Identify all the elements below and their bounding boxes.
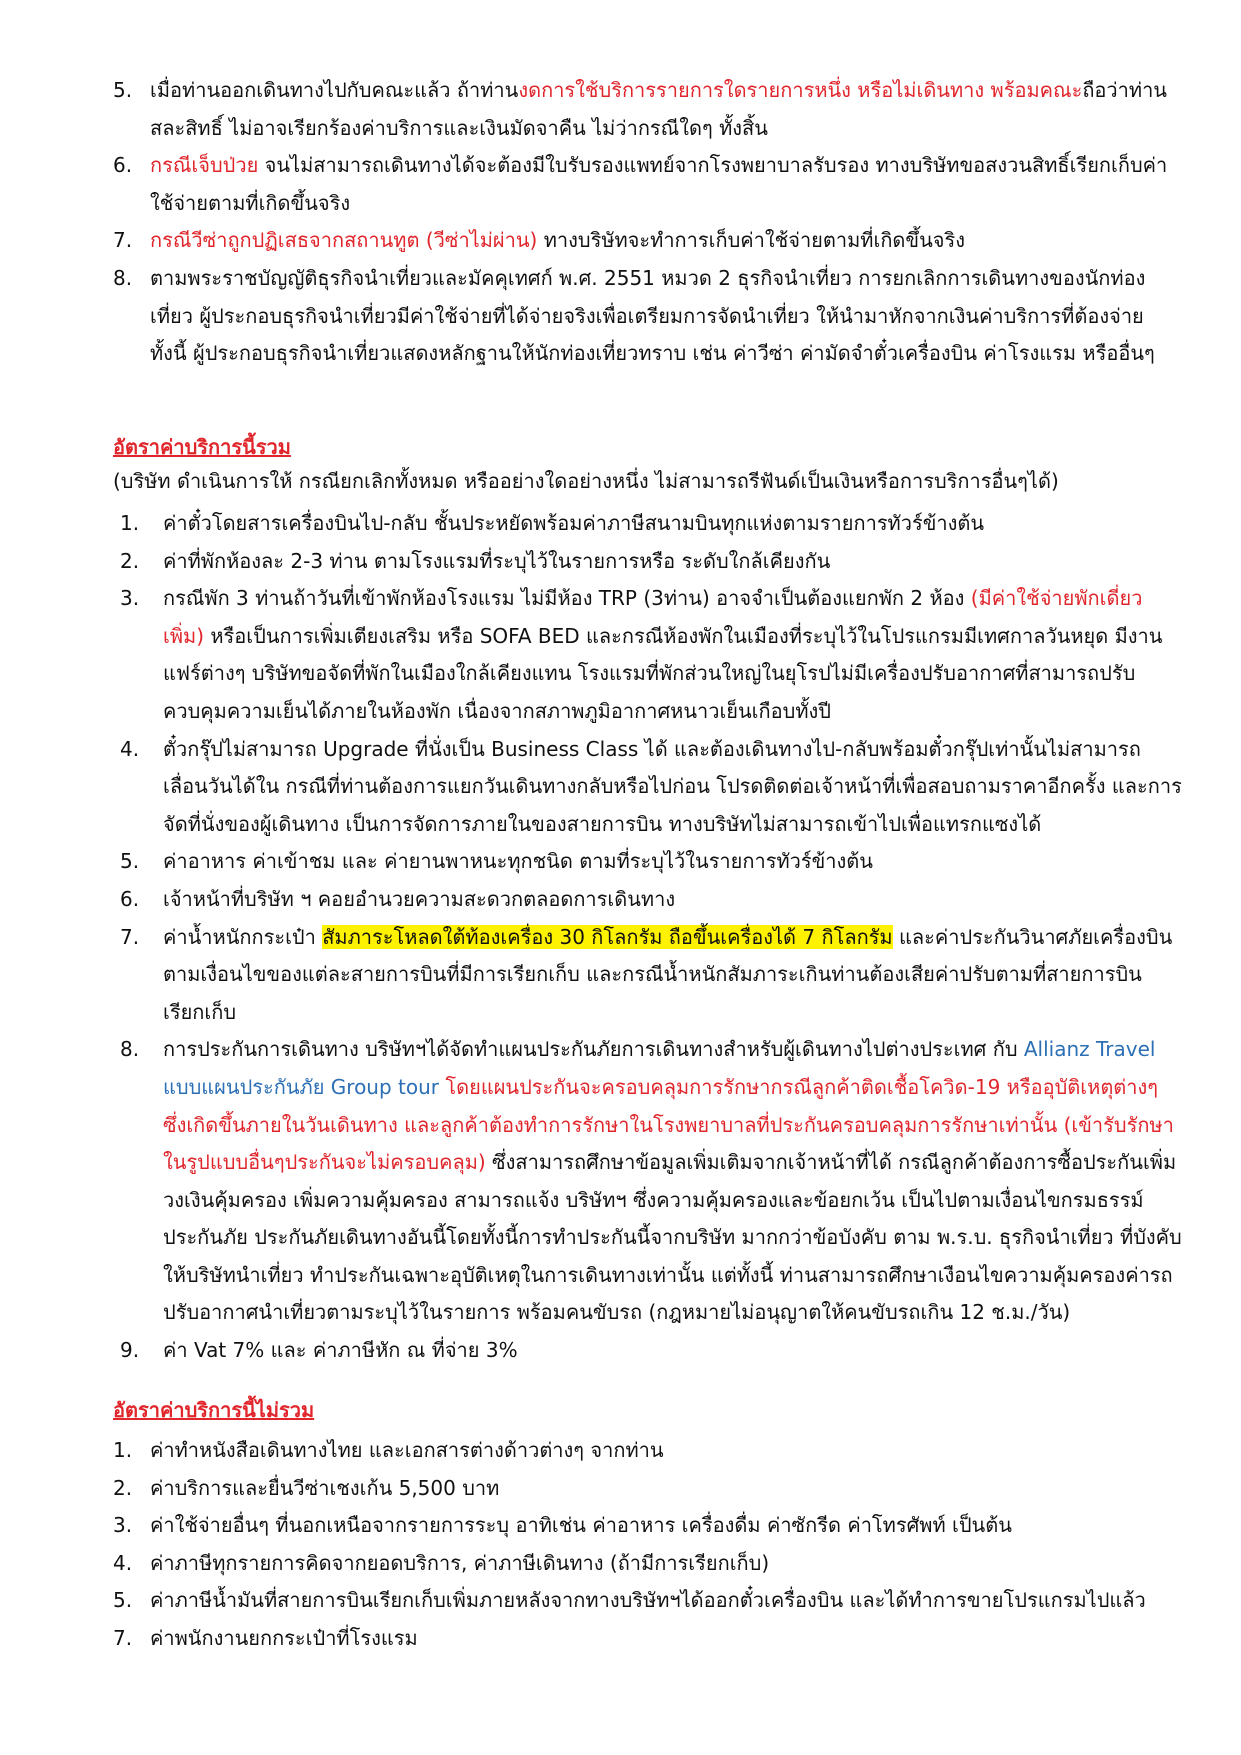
item-number: 6. (120, 886, 140, 911)
text-segment: ค่าทำหนังสือเดินทางไทย และเอกสารต่างด้าวต่างๆ จากท่าน (150, 1438, 664, 1462)
item-text (150, 1476, 499, 1500)
excluded-item (113, 1432, 1173, 1470)
excluded-item (113, 1470, 1173, 1508)
red-text: โดยแผนประกันจะครอบคลุมการรักษากรณีลูกค้าติดเชื้อโควิด-19 หรืออุบัติเหตุต่างๆ ซึ่งเกิดขึ้นภายในวันเดินทาง และลูกค้าต้องทำการรักษาในโรงพยาบาลที่ประกันครอบคลุมการรักษาเท่านั้น (เข้ารับรักษาในรูปแบบอื่นๆประกันจะไม่ครอบคลุม) (163, 1074, 1174, 1175)
item-text (150, 78, 1167, 140)
included-item (113, 1031, 1183, 1332)
text-segment: ค่าน้ำหนักกระเป๋า (163, 924, 323, 949)
included-item (113, 1332, 1183, 1370)
text-segment: การประกันการเดินทาง บริษัทฯได้จัดทำแผนประกันภัยการเดินทางสำหรับผู้เดินทางไปต่างประเทศ กับ (163, 1037, 1024, 1062)
item-number: 2. (113, 1475, 133, 1500)
text-segment: และค่าประกันวินาศภัยเครื่องบินตามเงื่อนไขของแต่ละสายการบินที่มีการเรียกเก็บ และกรณีน้ำหนักสัมภาระเกินท่านต้องเสียค่าปรับตามที่สายการบินเรียกเก็บ (163, 924, 1173, 1024)
item-text (163, 887, 675, 911)
text-segment: หรือเป็นการเพิ่มเตียงเสริม หรือ SOFA BED และกรณีห้องพักในเมืองที่ระบุไว้ในโปรแกรมมีเทศกาลวันหยุด มีงานแฟร์ต่างๆ บริษัทขอจัดที่พักในเมืองใกล้เคียงแทน โรงแรมที่พักส่วนใหญ่ในยุโรปไม่มีเครื่องปรับอากาศที่สามารถปรับควบคุมความเย็นได้ภายในห้องพัก เนื่องจากสภาพภูมิอากาศหนาวเย็นเกือบทั้งปี (163, 623, 1163, 723)
item-number: 6. (113, 153, 133, 178)
text-segment: ค่าที่พักห้องละ 2-3 ท่าน ตามโรงแรมที่ระบุไว้ในรายการหรือ ระดับใกล้เคียงกัน (163, 548, 831, 573)
text-segment: ค่าภาษีทุกรายการคิดจากยอดบริการ, ค่าภาษีเดินทาง (ถ้ามีการเรียกเก็บ) (150, 1550, 770, 1575)
highlighted-text: สัมภาระโหลดใต้ท้องเครื่อง 30 กิโลกรัม ถือขึ้นเครื่องได้ 7 กิโลกรัม (322, 924, 893, 949)
item-text (150, 266, 1155, 365)
item-text (150, 1438, 664, 1462)
item-number: 4. (120, 736, 140, 761)
included-list (113, 505, 1183, 1370)
included-heading: อัตราค่าบริการนี้รวม (113, 435, 291, 459)
condition-item (113, 72, 1173, 147)
text-segment: ค่าใช้จ่ายอื่นๆ ที่นอกเหนือจากรายการระบุ อาทิเช่น ค่าอาหาร เครื่องดื่ม ค่าซักรีด ค่าโทรศัพท์ เป็นต้น (150, 1513, 1012, 1538)
excluded-item (113, 1545, 1173, 1583)
item-text (150, 228, 965, 252)
item-text (163, 586, 1162, 723)
item-number: 9. (120, 1338, 140, 1363)
text-segment: เมื่อท่านออกเดินทางไปกับคณะแล้ว ถ้าท่าน (150, 78, 519, 102)
blue-text: Allianz Travel แบบแผนประกันภัย Group tour (163, 1037, 1156, 1099)
excluded-item (113, 1620, 1173, 1658)
included-item (113, 843, 1183, 881)
text-segment: ตั๋วกรุ๊ปไม่สามารถ Upgrade ที่นั่งเป็น Business Class ได้ และต้องเดินทางไป-กลับพร้อมตั๋วกรุ๊ปเท่านั้นไม่สามารถเลื่อนวันได้ใน กรณีที่ท่านต้องการแยกวันเดินทางกลับหรือไปก่อน โปรดติดต่อเจ้าหน้าที่เพื่อสอบถามราคาอีกครั้ง และการจัดที่นั่งของผู้เดินทาง เป็นการจัดการภายในของสายการบิน ทางบริษัทไม่สามารถเข้าไปเพื่อแทรกแซงได้ (163, 736, 1182, 836)
included-note: (บริษัท ดำเนินการให้ กรณียกเลิกทั้งหมด หรืออย่างใดอย่างหนึ่ง ไม่สามารถรีฟันด์เป็นเงินหรือการบริการอื่นๆได้) (113, 469, 1059, 493)
item-number: 8. (120, 1037, 140, 1062)
item-text (163, 549, 830, 573)
text-segment: ถือว่าท่านสละสิทธิ์ ไม่อาจเรียกร้องค่าบริการและเงินมัดจาคืน ไม่ว่ากรณีใดๆ ทั้งสิ้น (150, 78, 1167, 140)
item-text (150, 1588, 1146, 1612)
condition-item (113, 147, 1173, 222)
text-segment: ตามพระราชบัญญัติธุรกิจนำเที่ยวและมัคคุเทศก์ พ.ศ. 2551 หมวด 2 ธุรกิจนำเที่ยว การยกเลิกการเดินทางของนักท่องเที่ยว ผู้ประกอบธุรกิจนำเที่ยวมีค่าใช้จ่ายที่ได้จ่ายจริงเพื่อเตรียมการจัดนำเที่ยว ให้นำมาหักจากเงินค่าบริการที่ต้องจ่าย ทั้งนี้ ผู้ประกอบธุรกิจนำเที่ยวแสดงหลักฐานให้นักท่องเที่ยวทราบ เช่น ค่าวีซ่า ค่ามัดจำตั๋วเครื่องบิน ค่าโรงแรม หรืออื่นๆ (150, 265, 1155, 366)
item-number: 5. (113, 78, 133, 102)
item-number: 3. (120, 586, 140, 611)
item-text (163, 925, 1172, 1024)
included-item (113, 580, 1183, 730)
red-text: งดการใช้บริการรายการใดรายการหนึ่ง หรือไม่เดินทาง พร้อมคณะ (518, 78, 1083, 102)
included-item (113, 543, 1183, 581)
item-number: 8. (113, 265, 133, 290)
item-text (150, 1513, 1012, 1537)
red-text: (มีค่าใช้จ่ายพักเดี่ยวเพิ่ม) (163, 586, 1143, 648)
item-number: 1. (120, 511, 140, 535)
item-number: 3. (113, 1513, 133, 1538)
text-segment: ค่า Vat 7% และ ค่าภาษีหัก ณ ที่จ่าย 3% (163, 1338, 518, 1363)
item-text (150, 1551, 769, 1575)
cancellation-conditions-list (113, 72, 1173, 373)
included-item (113, 919, 1183, 1032)
condition-item (113, 260, 1173, 373)
text-segment: กรณีพัก 3 ท่านถ้าวันที่เข้าพักห้องโรงแรม ไม่มีห้อง TRP (3ท่าน) อาจจำเป็นต้องแยกพัก 2 ห้อง (163, 586, 971, 611)
excluded-heading: อัตราค่าบริการนี้ไม่รวม (113, 1398, 315, 1422)
excluded-list (113, 1432, 1173, 1658)
condition-item (113, 222, 1173, 260)
item-number: 7. (113, 1625, 133, 1650)
excluded-item (113, 1507, 1173, 1545)
red-text: กรณีวีซ่าถูกปฏิเสธจากสถานทูต (วีซ่าไม่ผ่าน) (150, 228, 538, 253)
item-text (163, 1338, 518, 1362)
text-segment: ค่าภาษีน้ำมันที่สายการบินเรียกเก็บเพิ่มภายหลังจากทางบริษัทฯได้ออกตั๋วเครื่องบิน และได้ทำการขายโปรแกรมไปแล้ว (150, 1588, 1146, 1613)
item-number: 2. (120, 548, 140, 573)
included-item (113, 881, 1183, 919)
included-item (113, 505, 1183, 543)
item-text (163, 1037, 1182, 1324)
included-item (113, 731, 1183, 844)
item-number: 4. (113, 1550, 133, 1575)
text-segment: ทางบริษัทจะทำการเก็บค่าใช้จ่ายตามที่เกิดขึ้นจริง (537, 228, 965, 253)
text-segment: ค่าตั๋วโดยสารเครื่องบินไป-กลับ ชั้นประหยัดพร้อมค่าภาษีสนามบินทุกแห่งตามรายการทัวร์ข้างต้น (163, 511, 985, 535)
text-segment: ซึ่งสามารถศึกษาข้อมูลเพิ่มเติมจากเจ้าหน้าที่ได้ กรณีลูกค้าต้องการซื้อประกันเพิ่มวงเงินคุ้มครอง เพิ่มความคุ้มครอง สามารถแจ้ง บริษัทฯ ซึ่งความคุ้มครองและข้อยกเว้น เป็นไปตามเงื่อนไขกรมธรรม์ประกันภัย ประกันภัยเดินทางอันนี้โดยทั้งนี้การทำประกันนี้จากบริษัท มากกว่าข้อบังคับ ตาม พ.ร.บ. ธุรกิจนำเที่ยว ที่บังคับให้บริษัทนำเที่ยว ทำประกันเฉพาะอุบัติเหตุในการเดินทางเท่านั้น แต่ทั้งนี้ ท่านสามารถศึกษาเงือนไขความคุ้มครองค่ารถปรับอากาศนำเที่ยวตามระบุไว้ในรายการ พร้อมคนขับรถ (กฎหมายไม่อนุญาตให้คนขับรถเกิน 12 ช.ม./วัน) (163, 1150, 1182, 1325)
item-text (163, 511, 984, 535)
item-number: 5. (120, 849, 140, 874)
text-segment: ค่าอาหาร ค่าเข้าชม และ ค่ายานพาหนะทุกชนิด ตามที่ระบุไว้ในรายการทัวร์ข้างต้น (163, 849, 873, 874)
red-text: กรณีเจ็บป่วย (150, 153, 259, 178)
text-segment: ค่าพนักงานยกกระเป๋าที่โรงแรม (150, 1625, 418, 1650)
item-text (163, 737, 1182, 836)
item-number: 7. (113, 228, 133, 253)
item-number: 7. (120, 924, 140, 949)
excluded-item (113, 1582, 1173, 1620)
item-number: 5. (113, 1588, 133, 1613)
text-segment: เจ้าหน้าที่บริษัท ฯ คอยอำนวยความสะดวกตลอดการเดินทาง (163, 886, 676, 911)
text-segment: ค่าบริการและยื่นวีซ่าเชงเก้น 5,500 บาท (150, 1475, 500, 1500)
item-number: 1. (113, 1438, 133, 1462)
item-text (150, 1626, 418, 1650)
item-text (163, 849, 873, 873)
text-segment: จนไม่สามารถเดินทางได้จะต้องมีใบรับรองแพทย์จากโรงพยาบาลรับรอง ทางบริษัทขอสงวนสิทธิ์เรียกเก็บค่าใช้จ่ายตามที่เกิดขึ้นจริง (150, 153, 1168, 215)
item-text (150, 153, 1167, 215)
